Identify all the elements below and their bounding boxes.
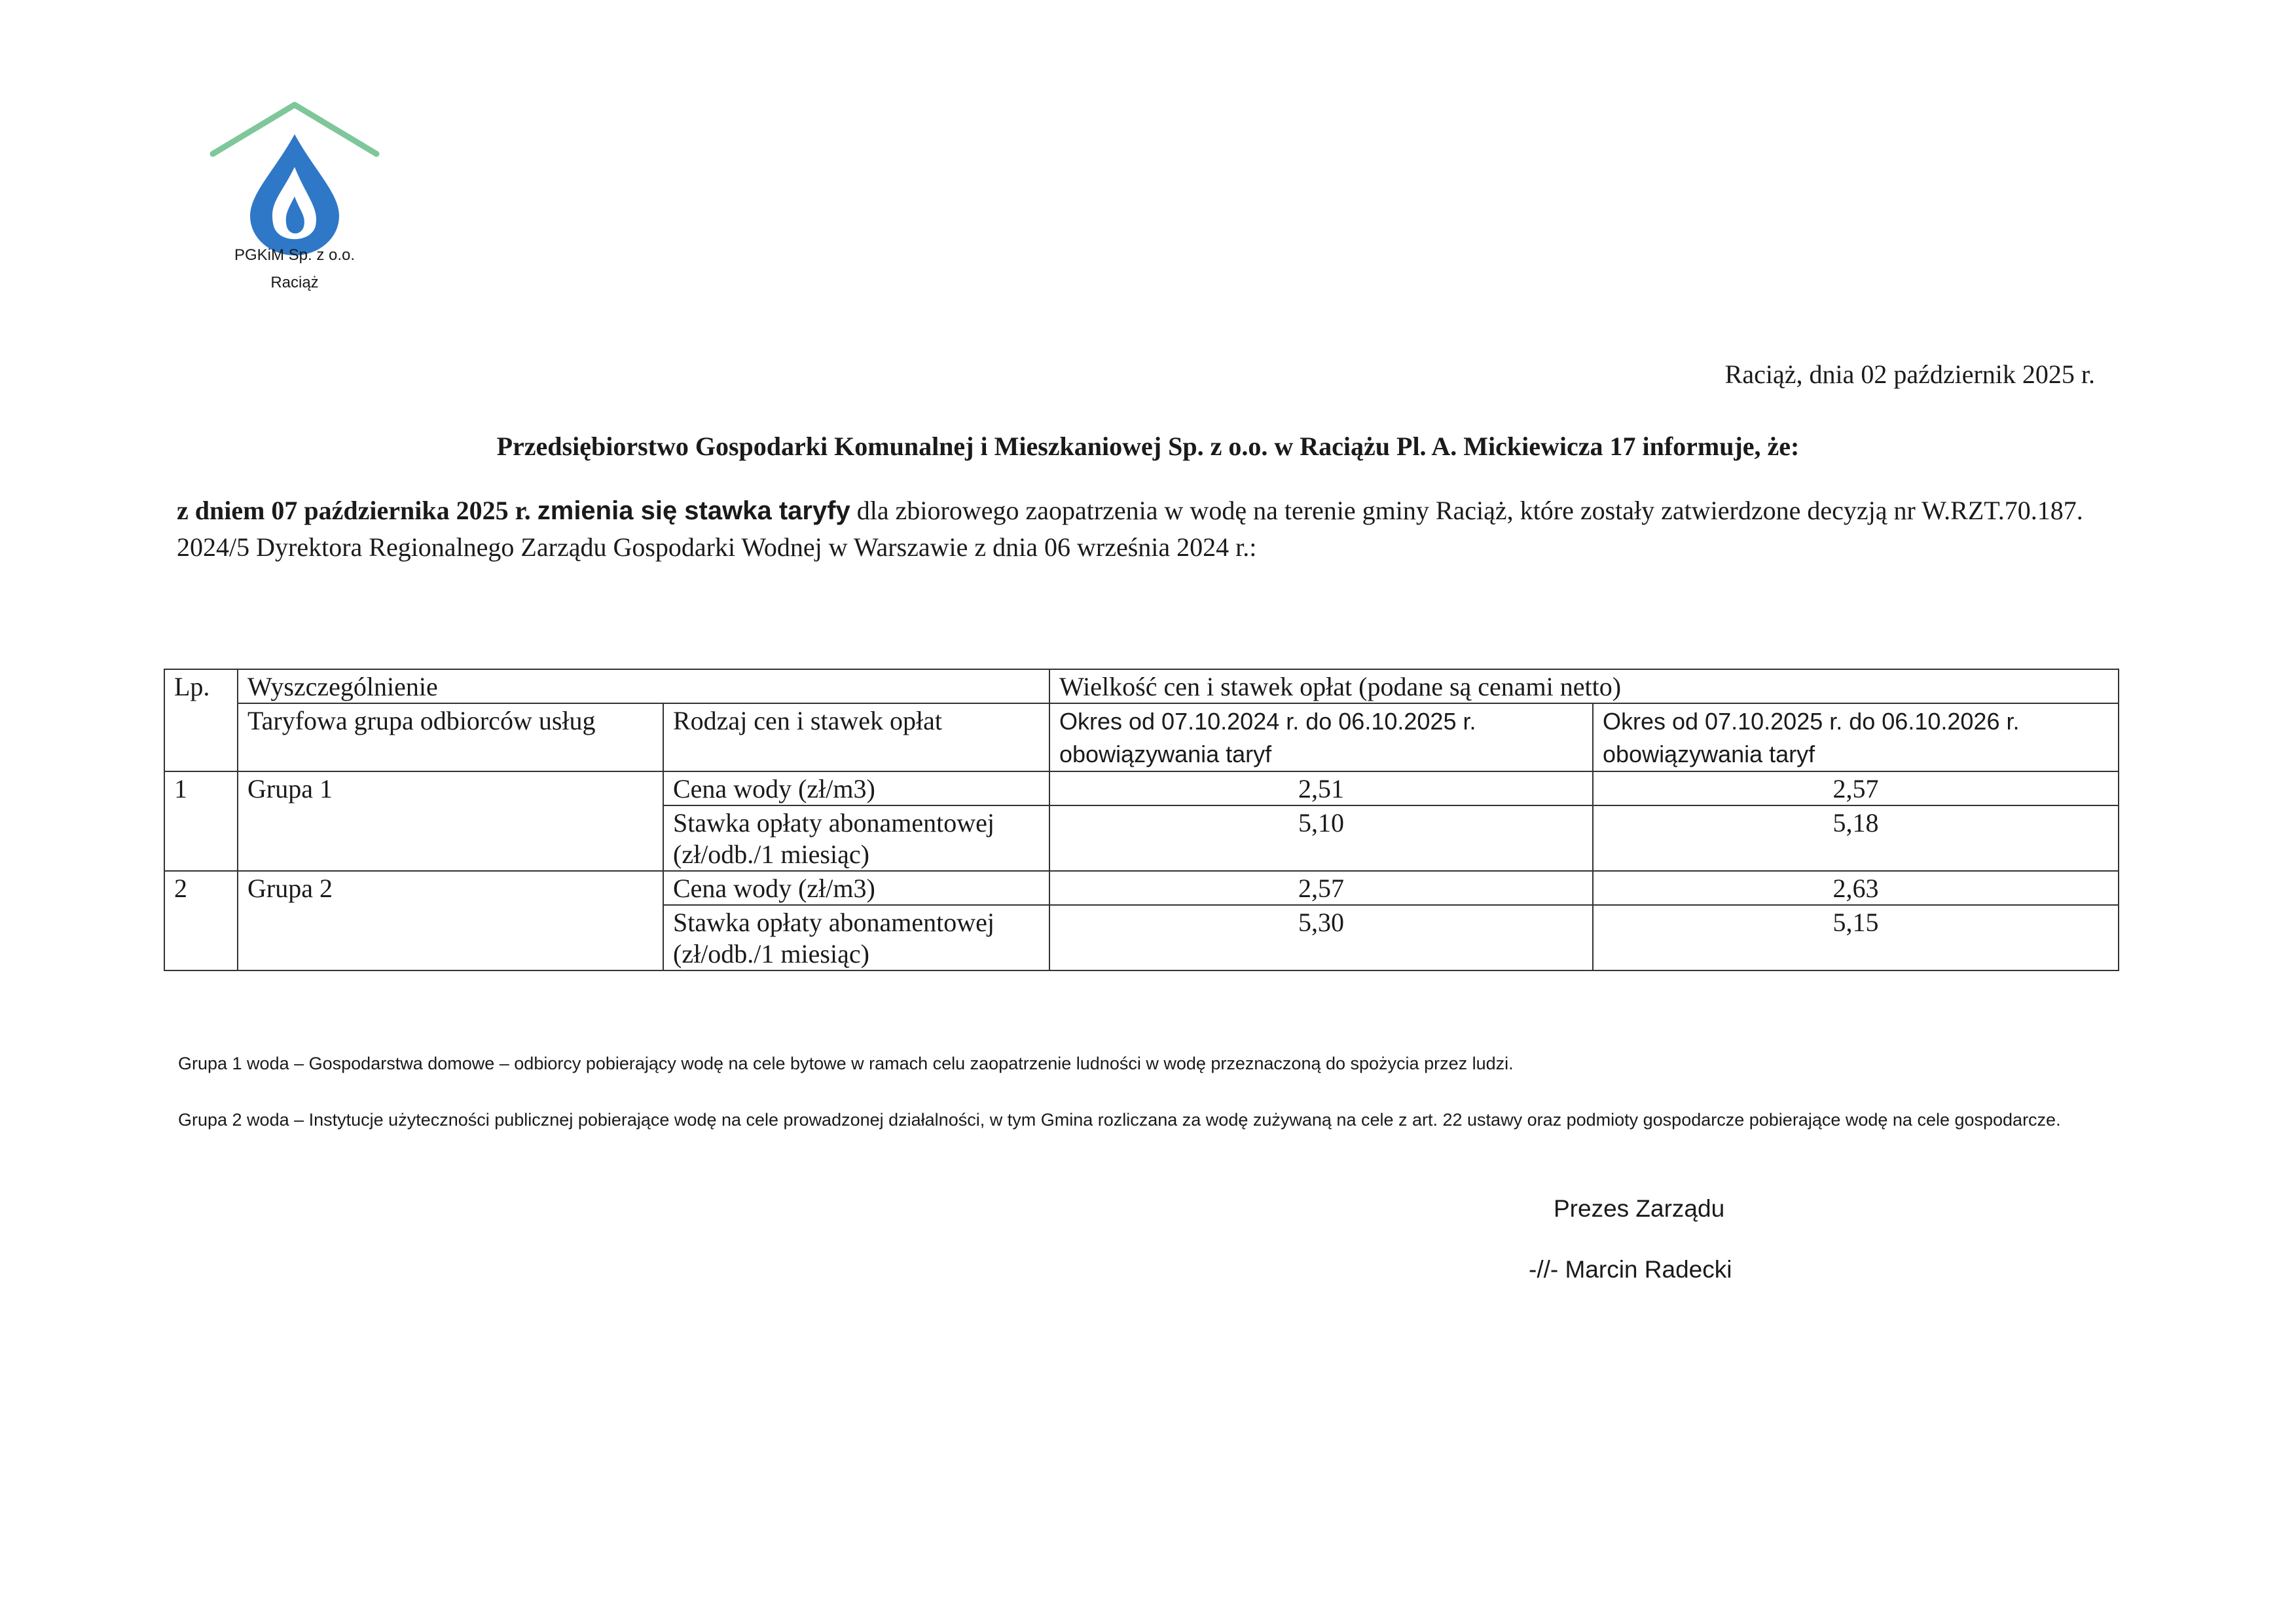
intro-paragraph (177, 492, 2115, 566)
table-header-row (164, 669, 2119, 703)
signature-name: -//- Marcin Radecki (1529, 1256, 1732, 1283)
intro-text: dla zbiorowego zaopatrzenia w wodę na terenie gminy Raciąż, które zostały zatwierdzone decyzją nr W.RZT.70.187. 2024/5 Dyrektora Regionalnego Zarządu Gospodarki Wodnej w Warszawie z dnia 06 września 2024 r.: (177, 496, 2083, 562)
row-fee-2025: 5,18 (1593, 805, 2119, 871)
row-fee-label: Stawka opłaty abonamentowej (zł/odb./1 miesiąc) (663, 905, 1049, 970)
table-subheader-row (164, 703, 2119, 771)
header-lp: Lp. (164, 669, 238, 771)
row-fee-label: Stawka opłaty abonamentowej (zł/odb./1 miesiąc) (663, 805, 1049, 871)
row-water-price-2024: 2,51 (1049, 771, 1593, 805)
row-group: Grupa 1 (238, 771, 663, 871)
document-heading: Przedsiębiorstwo Gospodarki Komunalnej i Mieszkaniowej Sp. z o.o. w Raciążu Pl. A. Mickiewicza 17 informuje, że: (496, 432, 1800, 461)
row-water-label: Cena wody (zł/m3) (663, 771, 1049, 805)
row-fee-2024: 5,30 (1049, 905, 1593, 970)
row-water-price-2024: 2,57 (1049, 871, 1593, 905)
intro-effective-date: z dniem 07 października 2025 r. (177, 496, 531, 525)
row-water-price-2025: 2,57 (1593, 771, 2119, 805)
logo-graphic (196, 98, 393, 255)
row-water-label: Cena wody (zł/m3) (663, 871, 1049, 905)
header-period-2024: Okres od 07.10.2024 r. do 06.10.2025 r. obowiązywania taryf (1049, 703, 1593, 771)
row-lp: 1 (164, 771, 238, 871)
row-fee-2025: 5,15 (1593, 905, 2119, 970)
header-price-kind: Rodzaj cen i stawek opłat (663, 703, 1049, 771)
header-period-2025: Okres od 07.10.2025 r. do 06.10.2026 r. obowiązywania taryf (1593, 703, 2119, 771)
row-group: Grupa 2 (238, 871, 663, 970)
row-fee-2024: 5,10 (1049, 805, 1593, 871)
logo-city: Raciąż (270, 274, 319, 291)
intro-tariff-change: zmienia się stawka taryfy (537, 496, 850, 525)
tariff-table (164, 669, 2119, 971)
table-row (164, 871, 2119, 905)
logo-company-name: PGKiM Sp. z o.o. (234, 246, 355, 264)
note-group-2: Grupa 2 woda – Instytucje użyteczności publicznej pobierające wodę na cele prowadzonej działalności, w tym Gmina rozliczana za wodę zużywaną na cele z art. 22 ustawy oraz podmioty gospodarcze pobierające wodę na cele gospodarcze. (178, 1110, 2061, 1130)
company-logo (196, 98, 393, 255)
signature-title: Prezes Zarządu (1554, 1195, 1725, 1222)
note-group-1: Grupa 1 woda – Gospodarstwa domowe – odbiorcy pobierający wodę na cele bytowe w ramach celu zaopatrzenie ludności w wodę przeznaczoną do spożycia przez ludzi. (178, 1054, 1514, 1073)
header-customer-group: Taryfowa grupa odbiorców usług (238, 703, 663, 771)
row-lp: 2 (164, 871, 238, 970)
row-water-price-2025: 2,63 (1593, 871, 2119, 905)
header-specification: Wyszczególnienie (238, 669, 1049, 703)
document-date: Raciąż, dnia 02 październik 2025 r. (1724, 360, 2095, 389)
header-values: Wielkość cen i stawek opłat (podane są cenami netto) (1049, 669, 2119, 703)
table-row (164, 771, 2119, 805)
